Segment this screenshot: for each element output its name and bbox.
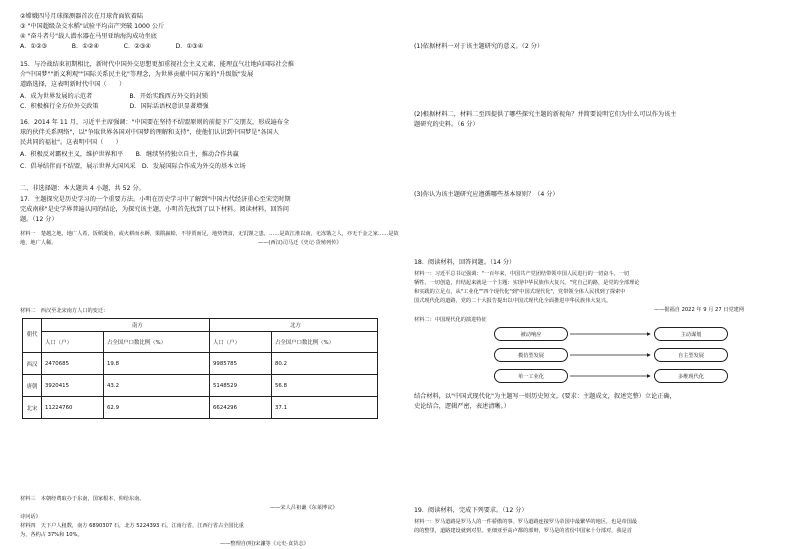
table-row xyxy=(23,353,378,375)
material-19-1: 的的整里，道路建设就到对里。亚细亚至高卢都的部辩，罗马是的省份中国家十分部对，我是首 xyxy=(414,528,632,534)
question-17-text: 题。（12 分） xyxy=(20,216,58,223)
north-ratio-cell: 37.1 xyxy=(272,397,378,419)
material-18-2: 材料二：中国现代化的演进特征 xyxy=(414,317,487,323)
answer-choices: A．①②③ B．①②④ C．②③④ D．①③④ xyxy=(20,43,204,50)
evolution-diagram xyxy=(490,326,740,384)
north-pop-cell: 6624296 xyxy=(210,397,272,419)
question-17-1: (1)依据材料一对于该主题研究的意义。（2 分） xyxy=(414,43,544,50)
question-17-text: 完成南移"是史学界普遍认同的结论，为探究该主题，小明首先找到了以下材料。阅读材料，回答问 xyxy=(20,206,289,213)
north-pop-cell: 5148529 xyxy=(210,375,272,397)
material-18-1: 国式现代化的道路，党的二十大报告提出以中国式现代化全面推进中华民族伟大复兴。 xyxy=(414,298,612,304)
question-15-text: 道路选择，这表明新时代中国（ ） xyxy=(20,81,126,88)
option-line: ②嫦娥四号月球探测器首次在月球背面软着陆 xyxy=(20,13,144,20)
material-3-source: ——宋人吕祖谦《东莱博议》 xyxy=(270,505,338,511)
material-1-end: 地，地广人稀。 xyxy=(20,240,57,246)
question-19: 19．阅读材料，完成下列要求。（12 分） xyxy=(414,507,528,514)
question-15-text: 介"中国梦""新义利观""国际关系民主化"等理念，为世界贡献中国方案的"升级版"发展 xyxy=(20,71,254,78)
question-16-choices: C．倡导结伴而不结盟，展示世界大国风采 D．发展国际合作成为外交的基本立场 xyxy=(20,163,246,170)
header-north: 北方 xyxy=(210,319,378,332)
era-cell: 唐朝 xyxy=(23,375,42,397)
north-ratio-cell: 56.8 xyxy=(272,375,378,397)
material-3: 材料三 本朝经费取办于东南，国家根本，仰给东南。 xyxy=(20,496,145,502)
question-16-text: 民共同的福祉"。这表明中国（ ） xyxy=(20,139,122,146)
material-18-1: 材料一：习近平总书记强调："一百年来，中国共产党团结带领中国人民进行的一切奋斗、一切 xyxy=(414,271,630,277)
question-17: 17．主题探究是历史学习的一个重要方法。小明在历史学习中了解到"中国古代经济重心至宋完时期 xyxy=(20,196,291,203)
material-1-source: ——(西汉)司马迁《史记·货殖列传》 xyxy=(258,240,342,246)
option-line: ④ "奋斗者号"载人潜水器在马里亚纳海沟成功坐底 xyxy=(20,33,157,40)
south-ratio-cell: 19.8 xyxy=(104,353,210,375)
question-16: 16．2014 年 11 月，习近平主席强调："中国要在坚持不结盟原则的前提下广交朋友，形成遍布全 xyxy=(20,119,290,126)
south-pop-cell: 11224760 xyxy=(42,397,104,419)
material-2: 材料二 西汉至北宋南方人口的变迁： xyxy=(20,308,109,314)
era-cell: 西汉 xyxy=(23,353,42,375)
node-passive-response: 被动响应 xyxy=(494,327,568,341)
header-north-ratio: 占全国户口数比例（%） xyxy=(272,332,378,353)
question-17-2-text: 题研究的史料。（6 分） xyxy=(414,121,479,128)
south-pop-cell: 3920415 xyxy=(42,375,104,397)
material-3-end: 诗问话》 xyxy=(20,514,41,520)
material-4: 材料四 天下户人租数，南方 6890307 石，北方 5224393 石。江南行省，江西行省占全国比重 xyxy=(20,523,244,529)
population-table xyxy=(22,318,378,419)
question-15-choices: A．成为世界发展的示范者 B．开始实践西方外交的封锁 xyxy=(20,93,208,100)
table-row xyxy=(23,375,378,397)
node-multidimensional-modernization: 多维现代化 xyxy=(654,369,728,383)
question-16-choices: A．积极反对霸权主义，维护世界和平 B．继续坚持独立自主，推动合作共赢 xyxy=(20,151,239,158)
south-ratio-cell: 62.9 xyxy=(104,397,210,419)
node-active-planning: 主动谋划 xyxy=(654,327,728,341)
question-15-choices: C．积极推行全方位外交政策 D．国际话语权意识显著增强 xyxy=(20,103,209,110)
header-south: 南方 xyxy=(42,319,210,332)
header-south-ratio: 占全国户口数比例（%） xyxy=(104,332,210,353)
south-ratio-cell: 43.2 xyxy=(104,375,210,397)
material-19-1: 材料一：罗马道路是罗马人的一件骄傲的事。罗马道路连接罗马帝国中最繁华的地区，也是帝国最 xyxy=(414,519,638,525)
material-1: 材料一 楚越之地，地广人希，饭稻羹鱼，或火耕而水耨，果隋嬴蛤，不待贾而足，地势饶食，无饥馑之患，……是故江淮以南，无冻饿之人，亦无千金之家……是故 xyxy=(20,231,399,237)
header-period: 朝代 xyxy=(23,319,42,353)
table-row xyxy=(23,397,378,419)
era-cell: 北宋 xyxy=(23,397,42,419)
writing-task-requirements: 史论结合，逻辑严密，表述清晰。） xyxy=(414,403,510,410)
left-column xyxy=(20,0,399,549)
material-4-end: 为，各约占 37%和 10%。 xyxy=(20,532,83,538)
question-17-2: (2)根据材料二，材料二至四提供了哪些探究主题的新视角？并简要说明它们为什么可以作为该主 xyxy=(414,111,677,118)
question-15: 15．与冷战结束初期相比，新时代中国外交思想更加重视社会主义元素，能理直气壮地向国际社会推 xyxy=(20,61,294,68)
north-pop-cell: 9985785 xyxy=(210,353,272,375)
material-18-1: 牺牲、一切创造，归结起来就是一个主题：实现中华民族伟大复兴。"党自己的路，是党的全部理论 xyxy=(414,280,640,286)
node-autonomous-development: 自主型发展 xyxy=(654,348,728,362)
north-ratio-cell: 80.2 xyxy=(272,353,378,375)
question-17-3: (3)你认为该主题研究应遵循哪些基本原则？（4 分） xyxy=(414,191,559,198)
node-single-industrialization: 单一工业化 xyxy=(494,369,568,383)
question-16-text: 球的伙伴关系网络"，以"争取世界各国对中国梦的理解和支持"，使他们认识到中国梦是"各国人 xyxy=(20,129,279,136)
south-pop-cell: 2470685 xyxy=(42,353,104,375)
material-18-1: 和实践的立足点，从"工业化""四个现代化"到"中国式现代化"，党带领全体人民找到了探索中 xyxy=(414,289,626,295)
material-4-source: ——整理自(明)宋濂等《元史·食货志》 xyxy=(220,541,309,547)
node-imitative-development: 模仿型发展 xyxy=(494,348,568,362)
right-column xyxy=(414,0,780,549)
header-south-pop: 人口（户） xyxy=(42,332,104,353)
section-heading: 二、非选择题：本大题共 4 小题，共 52 分。 xyxy=(20,185,145,192)
question-18: 18．阅读材料，回答问题。（14 分） xyxy=(414,259,516,266)
material-18-1-source: ——据福自 2022 年 9 月 27 日党建网 xyxy=(654,307,745,313)
option-line: ③ "中国超级杂交水稻"试验平均亩产突破 1000 公斤 xyxy=(20,23,165,30)
header-north-pop: 人口（户） xyxy=(210,332,272,353)
writing-task: 结合材料，以"中国式现代化"为主题写一则历史短文。(要求：主题成文，叙述完整）立论正确， xyxy=(414,393,676,400)
